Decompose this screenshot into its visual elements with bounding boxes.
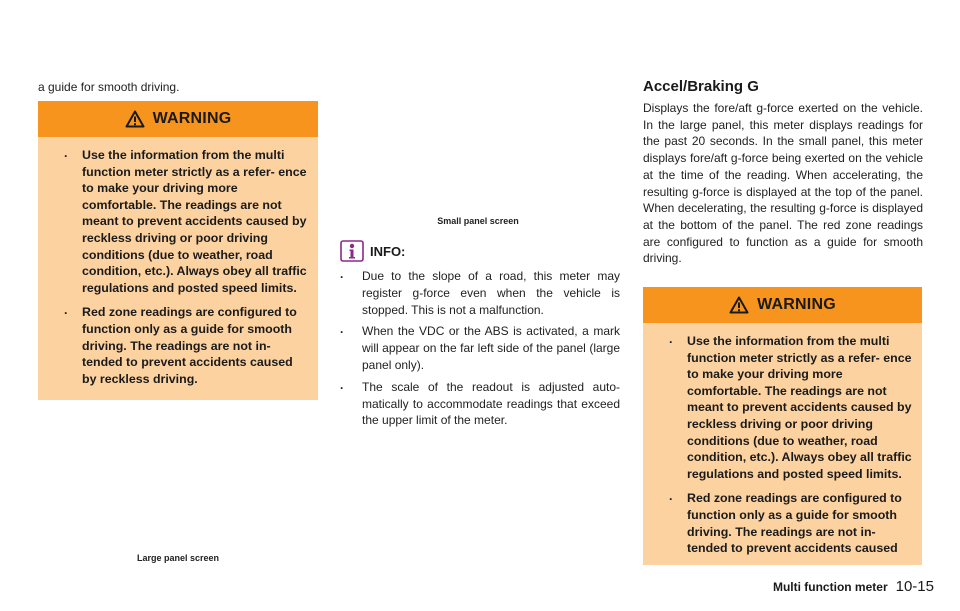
- warning-item: . Red zone readings are configured to function only as a guide for smooth driving. The readings are not in- tended to prevent accidents caused: [643, 490, 912, 556]
- warning-item: . Use the information from the multi function meter strictly as a refer- ence to make your driving more comfortable. The readings are not meant to prevent accidents caused by reckless driving or poor driving conditions (due to weather, road condition, etc.). Always obey all traffic regulations and posted speed limits.: [38, 147, 308, 296]
- large-panel-caption: Large panel screen: [136, 553, 220, 563]
- info-item: . The scale of the readout is adjusted auto- matically to accommodate readings that exceed the upper limit of the meter.: [336, 379, 620, 429]
- page-footer: [773, 578, 934, 595]
- info-item: . When the VDC or the ABS is activated, a mark will appear on the far left side of the panel (large panel only).: [336, 323, 620, 373]
- warning-title: WARNING: [757, 296, 836, 313]
- page-number: 10-15: [895, 578, 934, 595]
- warning-title: WARNING: [152, 110, 232, 127]
- warning-box-right: [643, 287, 922, 565]
- info-item: . Due to the slope of a road, this meter may register g-force even when the vehicle is stopped. This is not a malfunction.: [336, 268, 620, 318]
- info-person-icon: [340, 240, 364, 262]
- warning-box-left: [38, 101, 318, 400]
- warning-list: [643, 323, 922, 565]
- warning-item: . Red zone readings are configured to function only as a guide for smooth driving. The readings are not in- tended to prevent accidents caused by reckless driving.: [38, 304, 308, 387]
- info-title: INFO:: [370, 243, 406, 259]
- warning-triangle-icon: [729, 296, 749, 314]
- warning-header: [643, 287, 922, 323]
- warning-triangle-icon: [125, 110, 145, 128]
- section-body: Displays the fore/aft g-force exerted on the vehicle. In the large panel, this meter displays readings for the past 20 seconds. In the small panel, this meter displays fore/aft g-force being exerted on the vehicle at the time of the reading. When accelerating, the resulting g-force is displayed at the top of the panel. When decelerating, the resulting g-force is displayed at the bottom of the panel. The red zone readings are configured to function as a guide for smooth driving.: [643, 101, 923, 266]
- warning-list: [38, 137, 318, 405]
- info-list: [336, 268, 620, 434]
- intro-text: a guide for smooth driving.: [38, 80, 180, 94]
- section-title: Accel/Braking G: [643, 78, 759, 95]
- info-header: [340, 240, 405, 262]
- small-panel-caption: Small panel screen: [437, 216, 519, 226]
- warning-header: [38, 101, 318, 137]
- footer-section-name: Multi function meter: [772, 580, 888, 594]
- warning-item: . Use the information from the multi function meter strictly as a refer- ence to make your driving more comfortable. The readings are not meant to prevent accidents caused by reckless driving or poor driving conditions (due to weather, road condition, etc.). Always obey all traffic regulations and posted speed limits.: [643, 333, 912, 482]
